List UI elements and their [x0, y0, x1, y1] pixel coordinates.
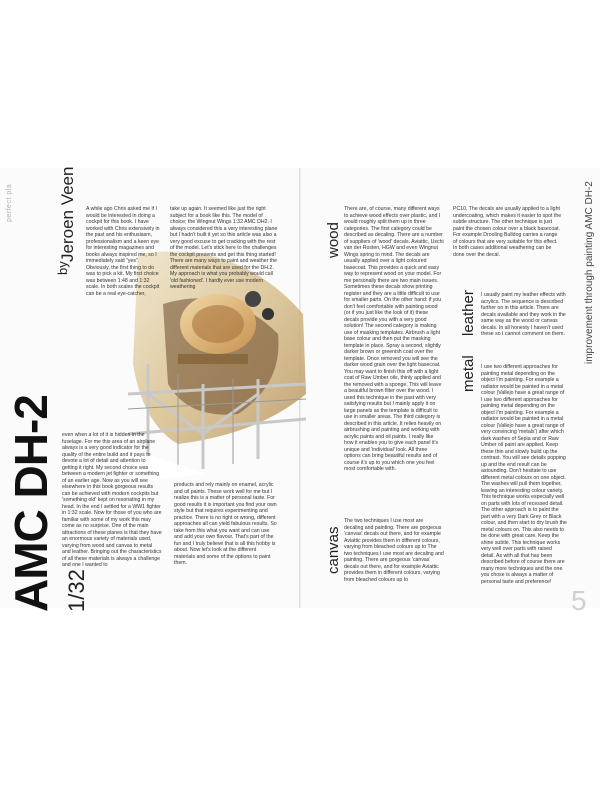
- intro-text-col2-top: take up again. It seemed like just the right subject for a book like this. The model of choice; the Wingnut Wings 1:32 AMC DH2. I always considered this a very interesting plane but I hadn't built it yet so this article was also a very good excuse to get cracking with the rest of the model. Let's stick here to the challenges the cockpit presents and get this thing started! There are many ways to paint and weather the different materials that are used for the DH.2. My approach is what you probably would call 'old fashioned'. I hardly ever use modern weathering: [170, 206, 278, 290]
- intro-text-col1-top: A while ago Chris asked me if I would be interested in doing a cockpit for this book. I have worked with Chris extensively in the past and his enthusiasm, professionalism and a keen eye for interesting magazines and books always inspired me, so I immediately said "yes". Obviously, the first thing to do was to pick a kit. My first choice was between 1:48 and 1:32 scale. In both scales the cockpit can be a real eye-catcher,: [86, 206, 160, 297]
- metal-text: I use two different approaches for painting metal depending on the object I'm painting. For example a radiator would be painted in a metal colour (Vallejo have a great range of I use two different approaches for painting metal depending on the object I'm painting. For example a radiator would be painted in a metal colour (Vallejo have a great range of very convincing 'metals') after which dark washes of Sepia and or Raw Umber oil paint are applied. Keep these thin and slowly build up the contrast. You will see details popping up and the end result can be astounding. Don't hesitate to use different metal colours on one object. The washes will pull them together, leaving an interesting colour variety. This technique works especially well on parts with lots of recessed detail. The other approach is to paint the part with a very Dark Grey or Black colour, and then start to dry brush the metal colours on. This also needs to be done with great care. Keep the shine subtle. This technique works very well over parts with raised detail. As with all that has been described before of course there are many more techniques and the one you chose is always a matter of personal taste and preference!: [481, 364, 567, 585]
- article-title: AMC DH-2: [5, 395, 57, 612]
- canvas-text: The two techniques I use most are decaling and painting. There are gorgeous 'canvas' decals out there, and for example Aviattic provides them in different colours, varying from bleached colours up to The two techniques I use most are decaling and painting. There are gorgeous 'canvas' decals out there, and for example Aviattic provides them in different colours, varying from bleached colours up to: [344, 518, 444, 583]
- heading-canvas: canvas: [325, 526, 342, 574]
- intro-text-col2-bottom: products and rely mainly on enamel, acrylic and oil paints. These work well for me but I realize this is a matter of personal taste. For good results it is important you find your own style but that requires experimenting and practice. There is no right or wrong, different approaches all can yield fabulous results. So take from this what you want and can use and add your own flavour. That's part of the fun and I truly believe that is all this hobby is about. Now let's look at the different materials and some of the options to paint them.: [174, 482, 277, 566]
- corner-mark: perfect pla: [6, 183, 13, 222]
- heading-metal: metal: [460, 355, 477, 392]
- article-scale: 1/32: [64, 569, 89, 612]
- leather-text: I usually paint my leather effects with acrylics. The sequence is described further on in this article. There are decals available and they work in the same way as the wood or canvas decals. In all honesty I haven't used these so I cannot comment on them.: [481, 292, 566, 337]
- page-number: 5: [571, 585, 587, 616]
- heading-leather: leather: [460, 290, 477, 336]
- running-head: improvement through painting AMC DH-2: [584, 181, 595, 364]
- canvas-text-continued: PC10. The decals are usually applied to a light undercoating, which makes it easier to spot the subtle structure. The other technique is just paint the chosen colour over a black basecoat. For example Drooling Bulldog carries a range of colours that are very suitable for this effect. In both cases additional weathering can be done over the decal.: [453, 206, 562, 258]
- byline-by: by: [55, 261, 70, 275]
- author-name: Jeroen Veen: [58, 166, 77, 262]
- heading-wood: wood: [325, 222, 342, 258]
- intro-text-col1-bottom: even when a lot of it is hidden in the fuselage. For me this area of an airplane always is a very good indicator for the quality of the entire build and it pays to devote a lot of detail and attention to getting it right. My second choice was between a modern jet fighter or something of an earlier age. Now as you will see elsewhere in this book gorgeous results can be achieved with modern cockpits but 'something old' kept on resonating in my head. In the end I settled for a WW1 fighter in 1:32 scale. Now for those of you who are familiar with some of my work this may come as no surprise. One of the main attractions of these planes is that they have an enormous variety of materials used, varying from wood and canvas to metal and leather. Bringing out the characteristics of all these materials is always a challenge and one I wanted to: [62, 432, 162, 568]
- wood-text: There are, of course, many different ways to achieve wood effects over plastic, and I would roughly split them up in three categories. The first category could be described as decaling. There are a number of suppliers of 'wood' decals. Aviattic, Uschi van der Rosten, HGW and even Wingnut Wings spring to mind. The decals are usually applied over a light coloured basecoat. This provides a quick and easy way to represent wood on your model. For me personally there are two main issues. Sometimes these decals show printing register and they are a little difficult to use for smaller parts. On the other hand: if you don't feel comfortable with painting wood (or if you just like the look of it) these decals provide you with a very good solution! The second category is making use of masking templates. Airbrush a light base colour and then put the masking template in place. Spray a second, slightly darker brown or greenish coat over the template. Once removed you will see the darker wood grain over the light basecoat. You may want to finish this off with a light coat of Raw Umber oils, thinly applied and the removed with a sponge. This will leave a beautiful brown filter over the wood. I used this technique in the past with very satisfying results but I mainly apply it on large panels as the template is difficult to use in smaller areas. The third category is described in this article. It relies heavily on airbrushing and painting and working with acrylic paints and oil paints. I really like how it enables you to give each panel it's unique and 'individual' look. All three options can bring beautiful results and of course it's up to you which one you feel most comfortable with.: [344, 206, 444, 472]
